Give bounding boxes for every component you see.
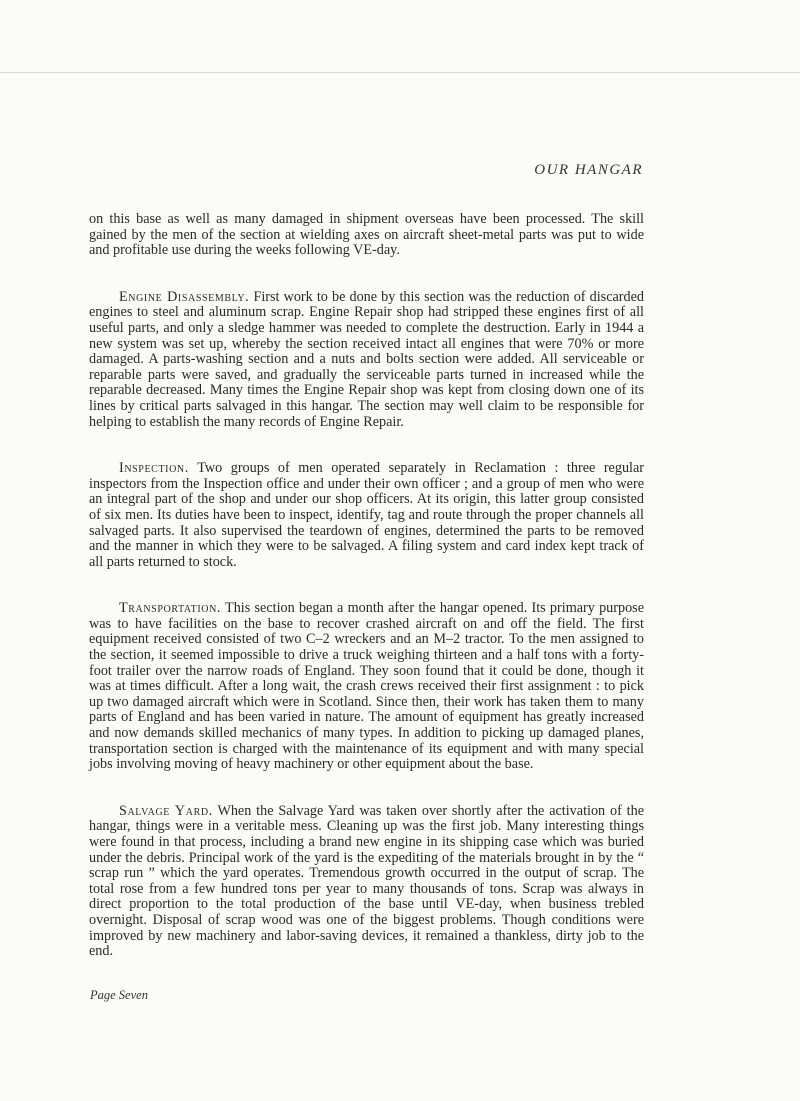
paragraph-engine-disassembly [89, 290, 644, 430]
scan-page-edge [0, 72, 800, 73]
paragraph-salvage-yard [89, 804, 644, 960]
body-text [89, 212, 644, 991]
running-head: OUR HANGAR [534, 162, 643, 178]
page-number: Page Seven [90, 988, 148, 1002]
paragraph-text: When the Salvage Yard was taken over shortly after the activation of the hangar, things were in a veritable mess. Cleaning up was the first job. Many interesting things were found in that process, including a brand new engine in its shipping case which was buried under the debris. Principal work of the yard is the expediting of the materials brought in by the “ scrap run ” which the yard operates. Tremendous growth occurred in the output of scrap. The total rose from a few hundred tons per year to many thousands of tons. Scrap was always in direct proportion to the total production of the base until VE-day, when business trebled overnight. Disposal of scrap wood was one of the biggest problems. Though conditions were improved by new machinery and labor-saving devices, it remained a thankless, dirty job to the end. [89, 802, 645, 960]
section-heading: Engine Disassembly. [119, 288, 250, 305]
paragraph-text: on this base as well as many damaged in shipment overseas have been processed. The skill gained by the men of the section at wielding axes on aircraft sheet-metal parts was put to wide and profitable use during the weeks following VE-day. [89, 211, 644, 259]
section-heading: Transportation. [119, 600, 222, 617]
paragraph-text: First work to be done by this section was the reduction of discarded engines to steel and aluminum scrap. Engine Repair shop had stripped these engines first of all useful parts, and only a sledge hammer was needed to complete the destruction. Early in 1944 a new system was set up, whereby the section received intact all engines that were 70% or more damaged. A parts-washing section and a nuts and bolts section were added. All serviceable or reparable parts were saved, and gradually the serviceable parts turned in increased while the reparable decreased. Many times the Engine Repair shop was kept from closing down one of its lines by critical parts salvaged in this hangar. The section may well claim to be responsible for helping to establish the many records of Engine Repair. [89, 288, 644, 430]
paragraph-text: This section began a month after the hangar opened. Its primary purpose was to have facilities on the base to recover crashed aircraft on and off the field. The first equipment received consisted of two C–2 wreckers and an M–2 tractor. To the men assigned to the section, it seemed impossible to drive a truck weighing thirteen and a half tons with a forty-foot trailer over the narrow roads of England. They soon found that it could be done, though it was at times difficult. After a long wait, the crash crews received their first assignment : to pick up two damaged aircraft which were in Scotland. Since then, their work has taken them to many parts of England and has been varied in nature. The amount of equipment has greatly increased and now demands skilled mechanics of many types. In addition to picking up damaged planes, transportation section is charged with the maintenance of its equipment and with many special jobs involving moving of heavy machinery or other equipment about the base. [89, 600, 645, 773]
paragraph-transportation [89, 601, 644, 773]
section-heading: Salvage Yard. [119, 802, 213, 819]
paragraph-continuation [89, 212, 644, 259]
paragraph-text: Two groups of men operated separately in Reclamation : three regular inspectors from the Inspection office and under their own officer ; and a group of men who were an integral part of the shop and under our shop officers. At its origin, this latter group consisted of six men. Its duties have been to inspect, identify, tag and route through the proper channels all salvaged parts. It also supervised the teardown of engines, determined the parts to be removed and the manner in which they were to be salvaged. A filing system and card index kept track of all parts returned to stock. [89, 460, 644, 570]
paragraph-inspection [89, 461, 644, 570]
section-heading: Inspection. [119, 460, 189, 477]
